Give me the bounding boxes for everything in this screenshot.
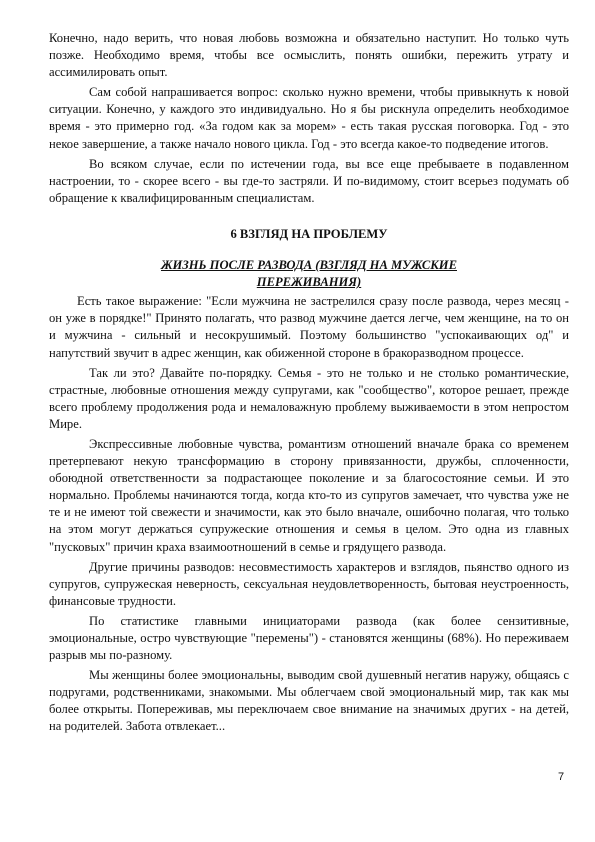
paragraph: Мы женщины более эмоциональны, выводим свой душевный негатив наружу, общаясь с подругами, родственниками, знакомыми. Мы облегчаем свой эмоциональный мир, так как мы более открыты. Попереживав, мы переключаем свое внимание на значимых других - на детей, на родителей. Забота отвлекает... xyxy=(49,668,569,734)
paragraph: По статистике главными инициаторами развода (как более сензитивные, эмоциональные, остро чувствующие "перемены") - становятся женщины (68%). Но переживаем разрыв мы по-разному. xyxy=(49,613,569,663)
paragraph: Экспрессивные любовные чувства, романтизм отношений вначале брака со временем претерпевают некую трансформацию в сторону привязанности, дружбы, сплоченности, обоюдной ответственности за подрастающее поколение и за благосостояние семьи. И это нормально. Проблемы начинаются тогда, когда кто-то из супругов замечает, что чувства уже не те и не имеют той свежести и значимости, как это было вначале, ошибочно полагая, что только на этом могут держаться супружеские отношения и семья в целом. Это одна из главных "пусковых" причин краха взаимоотношений в семье и грядущего развода. xyxy=(49,436,569,554)
paragraph: Во всяком случае, если по истечении года, вы все еще пребываете в подавленном настроении, то - скорее всего - вы где-то застряли. И по-видимому, стоит всерьез подумать об обращение к квалифицированным специалистам. xyxy=(49,156,569,205)
section-subheading: ЖИЗНЬ ПОСЛЕ РАЗВОДА (ВЗГЛЯД НА МУЖСКИЕ ПЕРЕЖИВАНИЯ) xyxy=(160,258,457,290)
document-page xyxy=(49,30,569,739)
paragraph: Сам собой напрашивается вопрос: сколько нужно времени, чтобы привыкнуть к новой ситуации. Конечно, у каждого это индивидуально. Но я бы рискнула определить необходимое время - это примерно год. «За годом как за морем» - есть такая русская поговорка. Год - это некое завершение, а также начало нового цикла. Год - это всегда какое-то подведение итогов. xyxy=(49,85,569,151)
paragraph: Есть такое выражение: "Если мужчина не застрелился сразу после развода, через месяц - он уже в порядке!" Принято полагать, что развод мужчине дается легче, чем женщине, на то он и мужчина - сильный и несокрушимый. Поэтому большинство "успокаивающих од" и напутствий звучит в адрес женщин, как обиженной стороне в бракоразводном процессе. xyxy=(49,294,569,360)
paragraph: Конечно, надо верить, что новая любовь возможна и обязательно наступит. Но только чуть позже. Необходимо время, чтобы все осмыслить, понять ошибки, пережить утрату и ассимилировать опыт. xyxy=(49,31,569,80)
page-number: 7 xyxy=(558,771,565,783)
section-heading: 6 ВЗГЛЯД НА ПРОБЛЕМУ xyxy=(230,226,388,241)
paragraph: Так ли это? Давайте по-порядку. Семья - это не только и не столько романтические, страстные, любовные отношения между супругами, как "сообщество", которое решает, прежде всего проблему продолжения рода и немаловажную проблему выживаемости в этом непростом Мире. xyxy=(49,365,569,431)
paragraph: Другие причины разводов: несовместимость характеров и взглядов, пьянство одного из супругов, супружеская неверность, сексуальная неудовлетворенность, бытовая неустроенность, финансовые трудности. xyxy=(49,559,569,608)
